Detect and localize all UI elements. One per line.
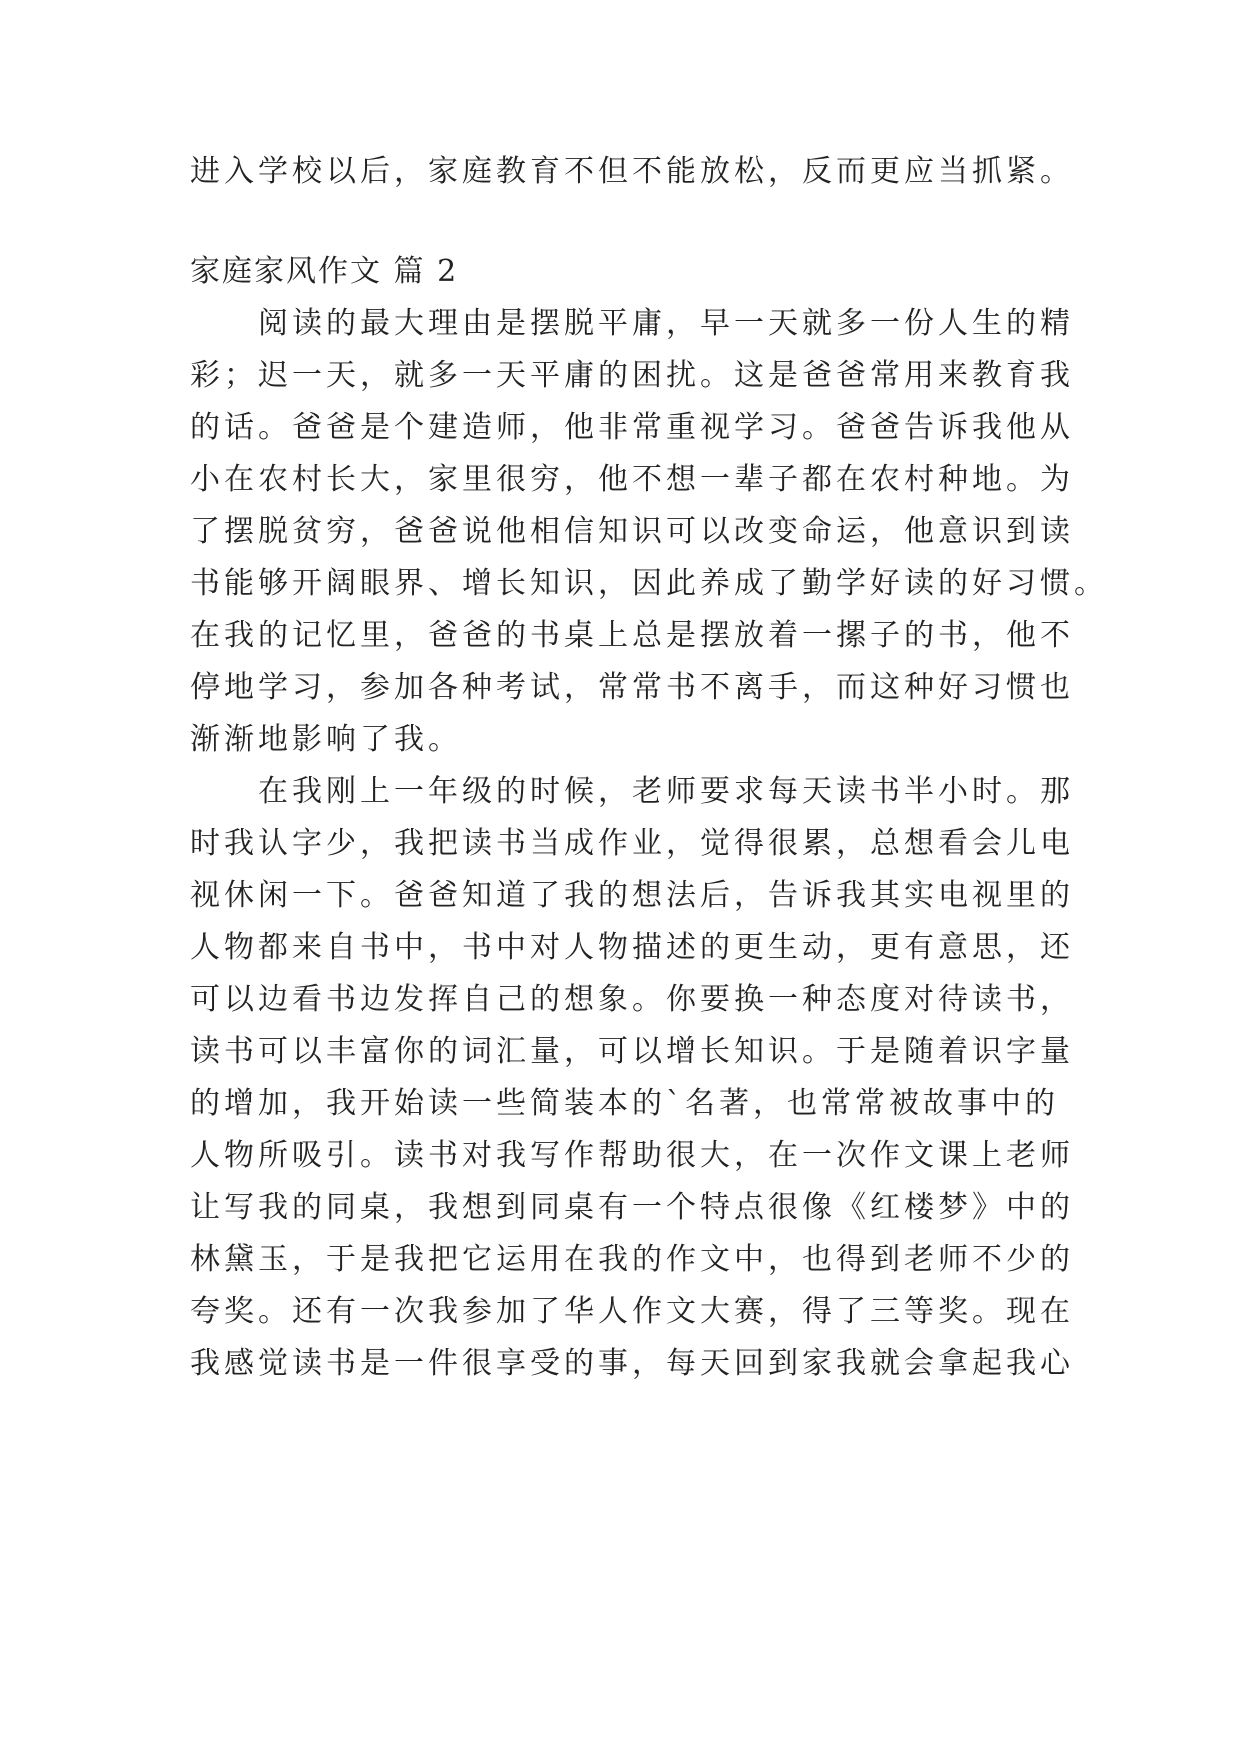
section-heading: 家庭家风作文 篇 2	[190, 254, 459, 289]
body-line: 在我的记忆里，爸爸的书桌上总是摆放着一摞子的书，他不	[190, 618, 1074, 653]
body-line: 人物都来自书中，书中对人物描述的更生动，更有意思，还	[190, 930, 1074, 965]
body-line: 小在农村长大，家里很穷，他不想一辈子都在农村种地。为	[190, 462, 1074, 497]
body-line: 时我认字少，我把读书当成作业，觉得很累，总想看会儿电	[190, 826, 1074, 861]
body-line: 林黛玉，于是我把它运用在我的作文中，也得到老师不少的	[190, 1242, 1074, 1277]
body-line: 阅读的最大理由是摆脱平庸，早一天就多一份人生的精	[190, 306, 1074, 341]
body-line: 可以边看书边发挥自己的想象。你要换一种态度对待读书，	[190, 982, 1074, 1017]
body-line: 我感觉读书是一件很享受的事，每天回到家我就会拿起我心	[190, 1346, 1074, 1381]
body-line: 夸奖。还有一次我参加了华人作文大赛，得了三等奖。现在	[190, 1294, 1074, 1329]
body-line: 彩；迟一天，就多一天平庸的困扰。这是爸爸常用来教育我	[190, 358, 1074, 393]
intro-line: 进入学校以后，家庭教育不但不能放松，反而更应当抓紧。	[190, 154, 1074, 189]
body-line: 了摆脱贫穷，爸爸说他相信知识可以改变命运，他意识到读	[190, 514, 1074, 549]
body-line: 的话。爸爸是个建造师，他非常重视学习。爸爸告诉我他从	[190, 410, 1074, 445]
body-line: 让写我的同桌，我想到同桌有一个特点很像《红楼梦》中的	[190, 1190, 1074, 1225]
body-line: 读书可以丰富你的词汇量，可以增长知识。于是随着识字量	[190, 1034, 1074, 1069]
body-line: 渐渐地影响了我。	[190, 722, 462, 757]
body-line: 书能够开阔眼界、增长知识，因此养成了勤学好读的好习惯。	[190, 566, 1108, 601]
body-line: 在我刚上一年级的时候，老师要求每天读书半小时。那	[190, 774, 1074, 809]
body-line: 人物所吸引。读书对我写作帮助很大，在一次作文课上老师	[190, 1138, 1074, 1173]
body-line: 停地学习，参加各种考试，常常书不离手，而这种好习惯也	[190, 670, 1074, 705]
body-line: 的增加，我开始读一些简装本的`名著，也常常被故事中的	[190, 1086, 1059, 1121]
body-line: 视休闲一下。爸爸知道了我的想法后，告诉我其实电视里的	[190, 878, 1074, 913]
